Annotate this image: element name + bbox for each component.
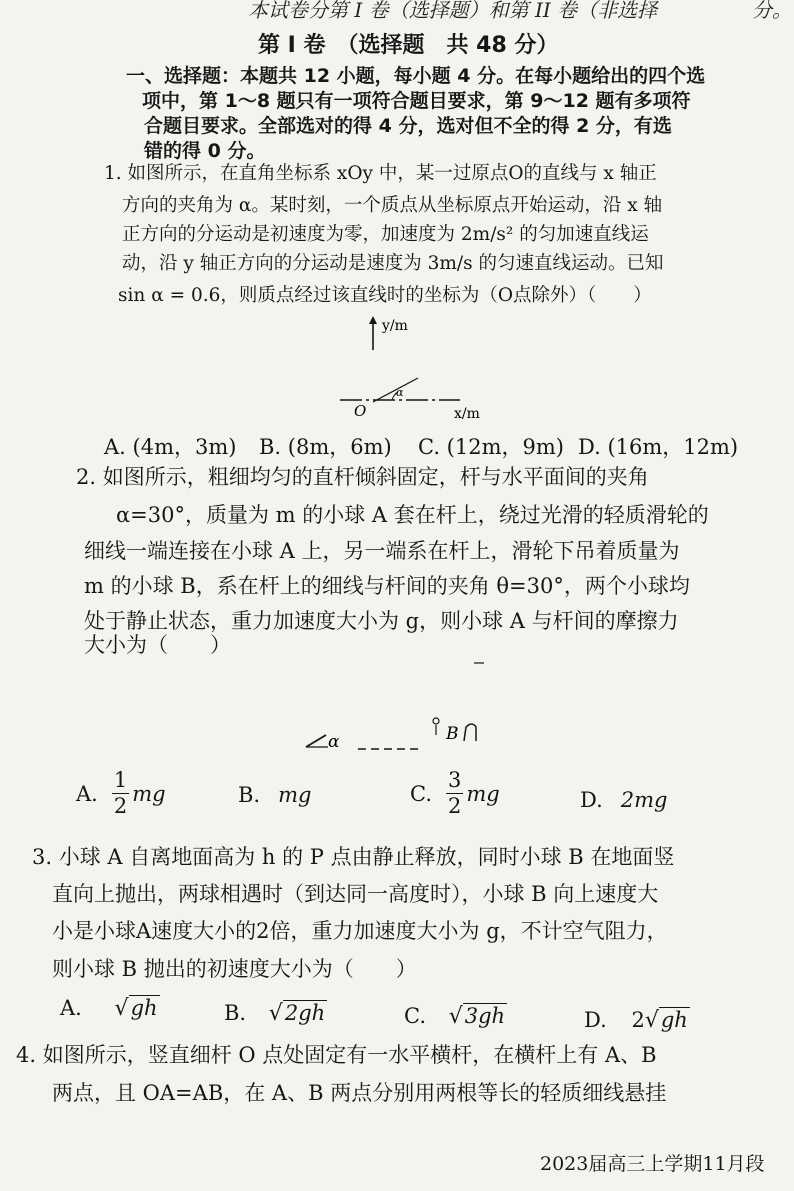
footer-label: 2023届高三上学期11月段 (540, 1153, 765, 1175)
y-arrow-icon (369, 316, 377, 324)
option-letter: B. (238, 783, 261, 807)
q3-line: 小是小球A速度大小的2倍，重力加速度大小为 g，不计空气阻力， (52, 919, 668, 943)
denominator: 2 (448, 794, 462, 818)
q2-option-c (410, 770, 500, 817)
option-letter: B. (224, 1001, 247, 1025)
q3-option-d (584, 1008, 690, 1033)
option-letter: A. (76, 781, 98, 806)
q2-option-d (580, 788, 667, 812)
fraction (446, 770, 463, 817)
radicand: 2gh (284, 1001, 326, 1025)
sqrt-icon: √ (268, 1001, 283, 1026)
q2-line: 细线一端连接在小球 A 上，另一端系在杆上，滑轮下吊着质量为 (84, 539, 680, 563)
numerator: 1 (113, 768, 128, 792)
q3-option-b (224, 1001, 327, 1026)
instruction-line: 一、选择题：本题共 12 小题，每小题 4 分。在每小题给出的四个选 (126, 65, 706, 87)
q2-line: m 的小球 B，系在杆上的细线与杆间的夹角 θ=30°，两个小球均 (84, 574, 690, 598)
header-right: 分。 (752, 0, 792, 22)
radicand: gh (130, 996, 158, 1020)
sqrt-icon: √ (114, 996, 129, 1021)
denominator: 2 (113, 794, 128, 818)
option-letter: D. (580, 788, 603, 812)
option-letter: A. (60, 996, 82, 1020)
option-letter: C. (410, 781, 432, 806)
q3-line: 3. 小球 A 自离地面高为 h 的 P 点由静止释放，同时小球 B 在地面竖 (32, 845, 675, 869)
sqrt-icon: √ (644, 1008, 659, 1033)
q1-figure (330, 310, 510, 425)
option-text: mg (278, 783, 312, 807)
q1-line: 1. 如图所示，在直角坐标系 xOy 中，某一过原点O的直线与 x 轴正 (104, 163, 657, 184)
instruction-line: 错的得 0 分。 (144, 140, 266, 162)
q1-option-c: C. (12m，9m) (418, 435, 564, 459)
q1-option-a: A. (4m，3m) (104, 435, 237, 459)
section-title: 第 I 卷 （选择题 共 48 分） (258, 33, 559, 58)
q1-option-b: B. (8m，6m) (259, 435, 392, 459)
ball-b-label: B (446, 724, 459, 744)
q2-line: 处于静止状态，重力加速度大小为 g，则小球 A 与杆间的摩擦力 (84, 609, 679, 633)
q4-line: 两点，且 OA=AB，在 A、B 两点分别用两根等长的轻质细线悬挂 (52, 1081, 667, 1105)
q1-line: 正方向的分运动是初速度为零，加速度为 2m/s² 的匀加速直线运 (122, 224, 649, 245)
q3-line: 直向上抛出，两球相遇时（到达同一高度时），小球 B 向上速度大 (52, 882, 659, 906)
option-letter: C. (404, 1004, 426, 1028)
q2-line: 2. 如图所示，粗细均匀的直杆倾斜固定，杆与水平面间的夹角 (76, 465, 649, 489)
q2-option-a (76, 770, 166, 817)
angle-label: α (396, 386, 404, 399)
q2-option-b (238, 783, 311, 807)
fraction (112, 770, 129, 817)
q2-angle-label: α (328, 732, 340, 752)
q4-line: 4. 如图所示，竖直细杆 O 点处固定有一水平横杆，在横杆上有 A、B (16, 1043, 657, 1067)
q2-figure (300, 655, 540, 755)
pulley-icon (433, 718, 439, 724)
x-axis-label: x/m (454, 406, 480, 422)
q2-line: 大小为（ ） (84, 633, 231, 657)
q3-option-a (60, 996, 160, 1021)
option-text: mg (132, 781, 166, 806)
inclined-rod (306, 735, 326, 747)
option-text: 2mg (620, 788, 668, 812)
q3-line: 则小球 B 抛出的初速度大小为（ ） (52, 957, 417, 981)
option-letter: D. (584, 1008, 607, 1032)
q1-line: sin α = 0.6，则质点经过该直线时的坐标为（O点除外）（ ） (118, 285, 652, 306)
instruction-line: 合题目要求。全部选对的得 4 分，选对但不全的得 2 分，有选 (144, 115, 672, 137)
q1-line: 方向的夹角为 α。某时刻，一个质点从坐标原点开始运动，沿 x 轴 (122, 195, 663, 216)
instruction-line: 项中，第 1～8 题只有一项符合题目要求，第 9～12 题有多项符 (142, 90, 691, 112)
header-line: 本试卷分第 I 卷（选择题）和第 II 卷（非选择 (248, 0, 658, 22)
radicand: gh (660, 1008, 688, 1032)
q1-line: 动，沿 y 轴正方向的分运动是速度为 3m/s 的匀速直线运动。已知 (122, 253, 664, 274)
q3-option-c (404, 1004, 507, 1029)
option-text: mg (466, 781, 500, 806)
q2-line: α=30°，质量为 m 的小球 A 套在杆上，绕过光滑的轻质滑轮的 (116, 503, 709, 527)
numerator: 3 (448, 768, 462, 792)
radicand: 3gh (464, 1004, 506, 1028)
q1-option-d: D. (16m，12m) (578, 435, 739, 459)
coef: 2 (631, 1008, 645, 1032)
y-axis-label: y/m (382, 318, 408, 334)
sqrt-icon: √ (448, 1004, 463, 1029)
origin-label: O (354, 402, 367, 420)
ball-b-icon (464, 724, 476, 741)
